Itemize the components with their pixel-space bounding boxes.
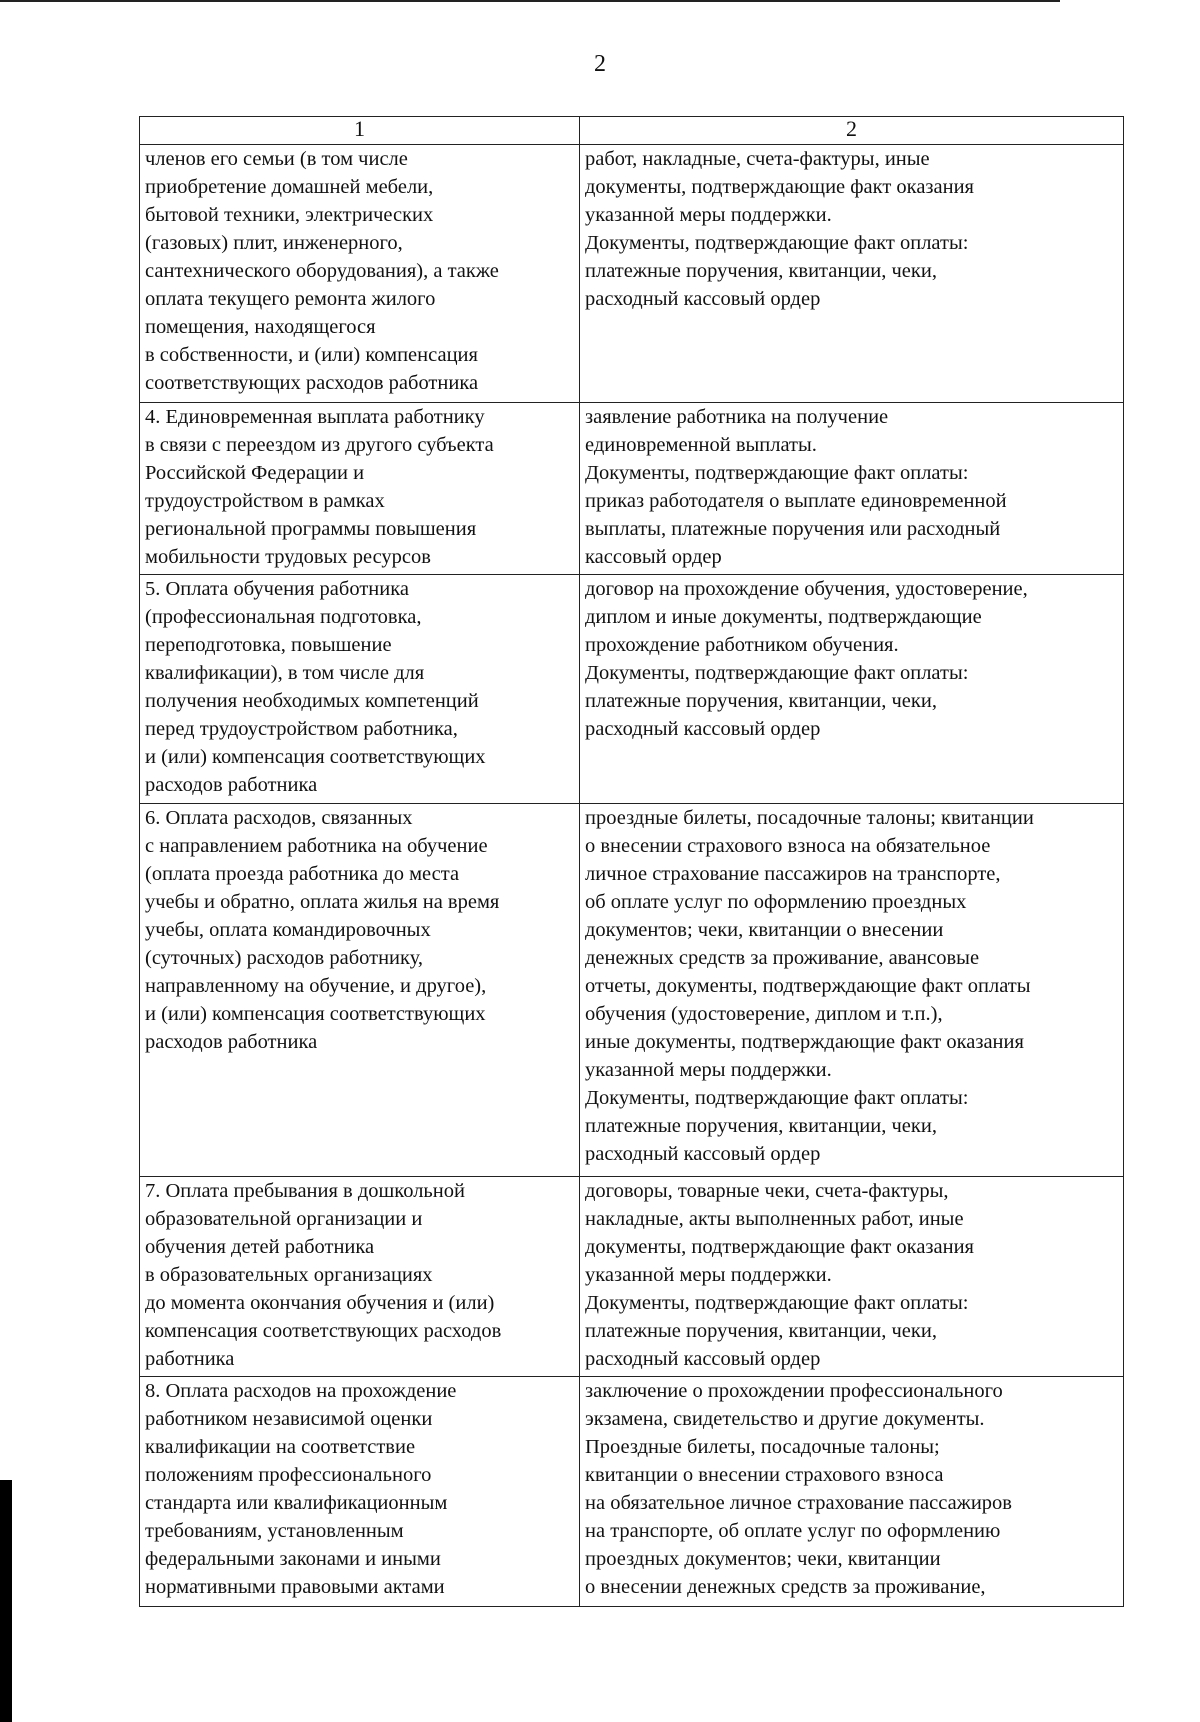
table-row xyxy=(140,1177,1124,1377)
table-row xyxy=(140,403,1124,575)
documents-table xyxy=(139,116,1124,1607)
documents-cell: договоры, товарные чеки, счета-фактуры, накладные, акты выполненных работ, иные документы, подтверждающие факт оказания указанной меры поддержки. Документы, подтверждающие факт оплаты: платежные поручения, квитанции, чеки, расходный кассовый ордер xyxy=(580,1177,1124,1377)
table-row xyxy=(140,1377,1124,1607)
table-row xyxy=(140,145,1124,403)
support-measure-cell: 6. Оплата расходов, связанных с направлением работника на обучение (оплата проезда работника до места учебы и обратно, оплата жилья на время учебы, оплата командировочных (суточных) расходов работнику, направленному на обучение, и другое), и (или) компенсация соответствующих расходов работника xyxy=(140,804,580,1177)
documents-cell: проездные билеты, посадочные талоны; квитанции о внесении страхового взноса на обязательное личное страхование пассажиров на транспорте, об оплате услуг по оформлению проездных документов; чеки, квитанции о внесении денежных средств за проживание, авансовые отчеты, документы, подтверждающие факт оплаты обучения (удостоверение, диплом и т.п.), иные документы, подтверждающие факт оказания указанной меры поддержки. Документы, подтверждающие факт оплаты: платежные поручения, квитанции, чеки, расходный кассовый ордер xyxy=(580,804,1124,1177)
documents-cell: заключение о прохождении профессионального экзамена, свидетельство и другие документы. Проездные билеты, посадочные талоны; квитанции о внесении страхового взноса на обязательное личное страхование пассажиров на транспорте, об оплате услуг по оформлению проездных документов; чеки, квитанции о внесении денежных средств за проживание, xyxy=(580,1377,1124,1607)
support-measure-cell: членов его семьи (в том числе приобретение домашней мебели, бытовой техники, электрических (газовых) плит, инженерного, сантехнического оборудования), а также оплата текущего ремонта жилого помещения, находящегося в собственности, и (или) компенсация соответствующих расходов работника xyxy=(140,145,580,403)
page-number: 2 xyxy=(594,51,606,77)
documents-cell: заявление работника на получение единовременной выплаты. Документы, подтверждающие факт оплаты: приказ работодателя о выплате единовременной выплаты, платежные поручения или расходный кассовый ордер xyxy=(580,403,1124,575)
support-measure-cell: 7. Оплата пребывания в дошкольной образовательной организации и обучения детей работника в образовательных организациях до момента окончания обучения и (или) компенсация соответствующих расходов работника xyxy=(140,1177,580,1377)
support-measure-cell: 8. Оплата расходов на прохождение работником независимой оценки квалификации на соответствие положениям профессионального стандарта или квалификационным требованиям, установленным федеральными законами и иными нормативными правовыми актами xyxy=(140,1377,580,1607)
table-header-row xyxy=(140,117,1124,145)
scan-left-edge-shadow xyxy=(0,1480,12,1722)
column-header-1: 1 xyxy=(140,117,580,145)
support-measure-cell: 4. Единовременная выплата работнику в связи с переездом из другого субъекта Российской Федерации и трудоустройством в рамках региональной программы повышения мобильности трудовых ресурсов xyxy=(140,403,580,575)
table-row xyxy=(140,575,1124,804)
documents-cell: работ, накладные, счета-фактуры, иные документы, подтверждающие факт оказания указанной меры поддержки. Документы, подтверждающие факт оплаты: платежные поручения, квитанции, чеки, расходный кассовый ордер xyxy=(580,145,1124,403)
documents-cell: договор на прохождение обучения, удостоверение, диплом и иные документы, подтверждающие прохождение работником обучения. Документы, подтверждающие факт оплаты: платежные поручения, квитанции, чеки, расходный кассовый ордер xyxy=(580,575,1124,804)
scan-top-rule xyxy=(0,0,1060,2)
support-measure-cell: 5. Оплата обучения работника (профессиональная подготовка, переподготовка, повышение квалификации), в том числе для получения необходимых компетенций перед трудоустройством работника, и (или) компенсация соответствующих расходов работника xyxy=(140,575,580,804)
column-header-2: 2 xyxy=(580,117,1124,145)
table-row xyxy=(140,804,1124,1177)
